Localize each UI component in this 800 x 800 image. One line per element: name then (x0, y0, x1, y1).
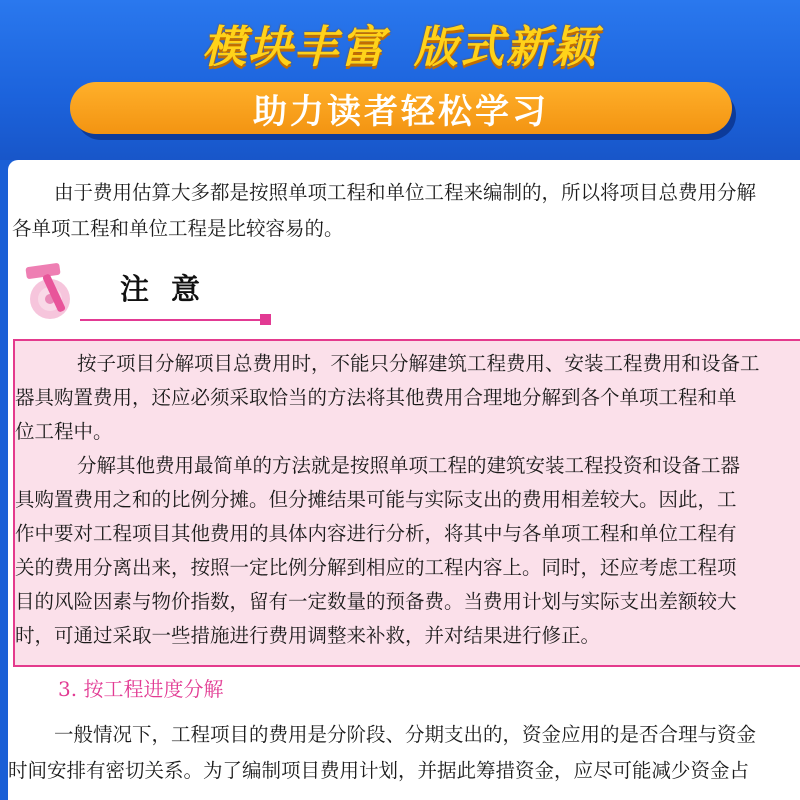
note-underline-end (260, 314, 271, 325)
note-p2-line-4: 关的费用分离出来，按照一定比例分解到相应的工程内容上。同时，还应考虑工程项 (15, 556, 737, 579)
section-title: 3. 按工程进度分解 (58, 677, 224, 701)
headline-left: 模块丰富 (202, 22, 386, 73)
note-p2-line-1: 分解其他费用最简单的方法就是按照单项工程的建筑安装工程投资和设备工器 (77, 454, 741, 477)
subtitle-pill (70, 82, 732, 134)
headline-right: 版式新颖 (414, 22, 598, 73)
intro-line-1: 由于费用估算大多都是按照单项工程和单位工程来编制的，所以将项目总费用分解 (54, 181, 757, 204)
note-p2-line-6: 时，可通过采取一些措施进行费用调整来补救，并对结果进行修正。 (15, 624, 601, 647)
banner-headline (0, 8, 800, 78)
note-p1-line-3: 位工程中。 (15, 420, 113, 443)
note-box (13, 339, 800, 667)
note-p1-line-1: 按子项目分解项目总费用时，不能只分解建筑工程费用、安装工程费用和设备工 (77, 352, 760, 375)
note-p2-line-3: 作中要对工程项目其他费用的具体内容进行分析，将其中与各单项工程和单位工程有 (15, 522, 737, 545)
note-p2-line-2: 具购置费用之和的比例分摊。但分摊结果可能与实际支出的费用相差较大。因此，工 (15, 488, 737, 511)
note-p1-line-2: 器具购置费用，还应必须采取恰当的方法将其他费用合理地分解到各个单项工程和单 (15, 386, 737, 409)
section-line-2: 时间安排有密切关系。为了编制项目费用计划，并据此筹措资金，应尽可能减少资金占 (8, 759, 750, 782)
note-title: 注意 (120, 272, 223, 306)
note-p2-line-5: 目的风险因素与物价指数，留有一定数量的预备费。当费用计划与实际支出差额较大 (15, 590, 737, 613)
section-line-1: 一般情况下，工程项目的费用是分阶段、分期支出的，资金应用的是否合理与资金 (54, 723, 757, 746)
note-underline (80, 319, 260, 321)
hammer-icon (20, 255, 90, 325)
book-page (8, 160, 800, 800)
note-header (20, 255, 270, 325)
intro-line-2: 各单项工程和单位工程是比较容易的。 (12, 217, 344, 240)
subtitle-text: 助力读者轻松学习 (253, 91, 549, 132)
